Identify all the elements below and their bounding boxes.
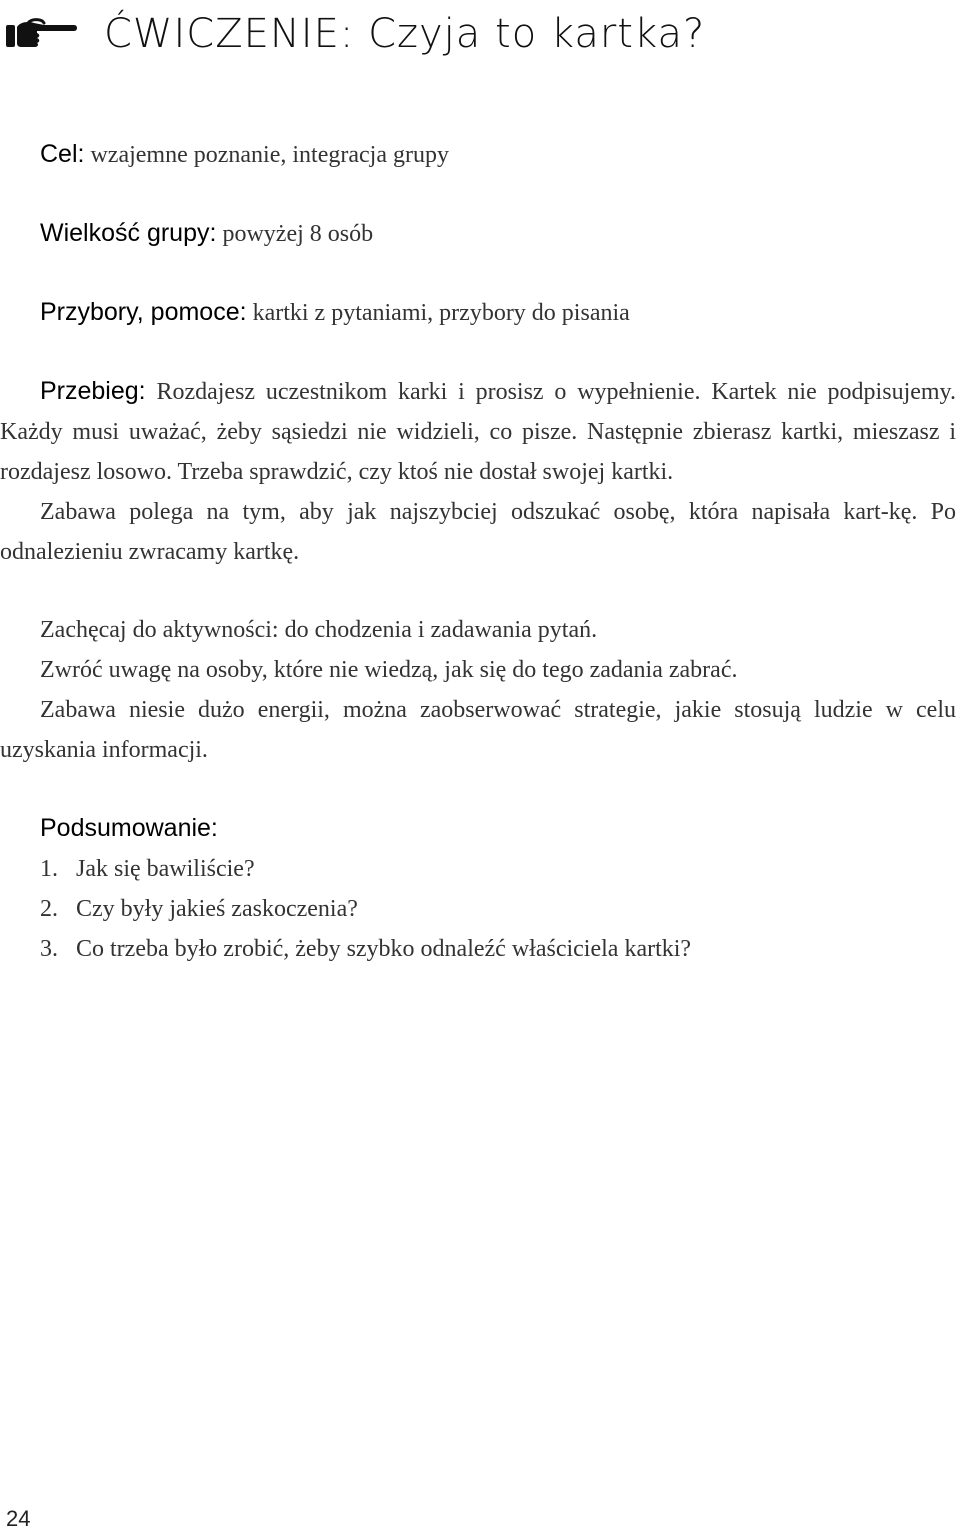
field-cel	[0, 134, 956, 175]
podsumowanie-label: Podsumowanie:	[40, 814, 218, 842]
list-item	[40, 889, 956, 929]
podsumowanie-heading	[0, 808, 956, 849]
przebieg-paragraph-5: Zabawa niesie dużo energii, można zaobserwować strategie, jakie stosują ludzie w celu uzyskania informacji.	[0, 697, 956, 763]
przebieg-paragraph-4: Zwróć uwagę na osoby, które nie wiedzą, jak się do tego zadania zabrać.	[40, 657, 738, 683]
podsumowanie-list	[0, 849, 956, 969]
field-value: kartki z pytaniami, przybory do pisania	[252, 300, 630, 326]
field-value: powyżej 8 osób	[222, 221, 374, 247]
przebieg-label: Przebieg:	[40, 377, 146, 405]
spacer	[0, 770, 956, 808]
field-label: Cel:	[40, 140, 85, 168]
list-number: 3.	[40, 936, 58, 962]
field-przybory	[0, 292, 956, 333]
exercise-content	[0, 134, 956, 969]
paragraph-text: Rozdajesz uczestnikom karki i prosisz o wypełnienie. Kartek nie podpisujemy. Każdy musi uważać, żeby sąsiedzi nie widzieli, co pisze. Następnie zbierasz kartki, mieszasz i rozdajesz losowo. Trzeba sprawdzić, czy ktoś nie dostał swojej kartki.	[0, 379, 956, 485]
list-text: Jak się bawiliście?	[76, 856, 255, 882]
field-label: Przybory, pomoce:	[40, 298, 247, 326]
list-item	[40, 849, 956, 889]
exercise-header	[0, 6, 960, 62]
page-number: 24	[6, 1506, 31, 1531]
przebieg-paragraph-3: Zachęcaj do aktywności: do chodzenia i zadawania pytań.	[40, 617, 598, 643]
list-item	[40, 929, 956, 969]
field-label: Wielkość grupy:	[40, 219, 217, 247]
list-number: 2.	[40, 896, 58, 922]
list-text: Czy były jakieś zaskoczenia?	[76, 896, 358, 922]
list-number: 1.	[40, 856, 58, 882]
przebieg-paragraph-1	[0, 371, 956, 492]
list-text: Co trzeba było zrobić, żeby szybko odnaleźć właściciela kartki?	[76, 936, 692, 962]
przebieg-paragraph-2: Zabawa polega na tym, aby jak najszybciej odszukać osobę, która napisała kart-kę. Po odnalezieniu zwracamy kartkę.	[0, 499, 956, 565]
field-value: wzajemne poznanie, integracja grupy	[90, 142, 449, 168]
spacer	[0, 572, 956, 610]
field-wielkosc-grupy	[0, 213, 956, 254]
pointing-hand-icon	[4, 16, 78, 52]
exercise-title: ĆWICZENIE: Czyja to kartka?	[104, 11, 706, 57]
